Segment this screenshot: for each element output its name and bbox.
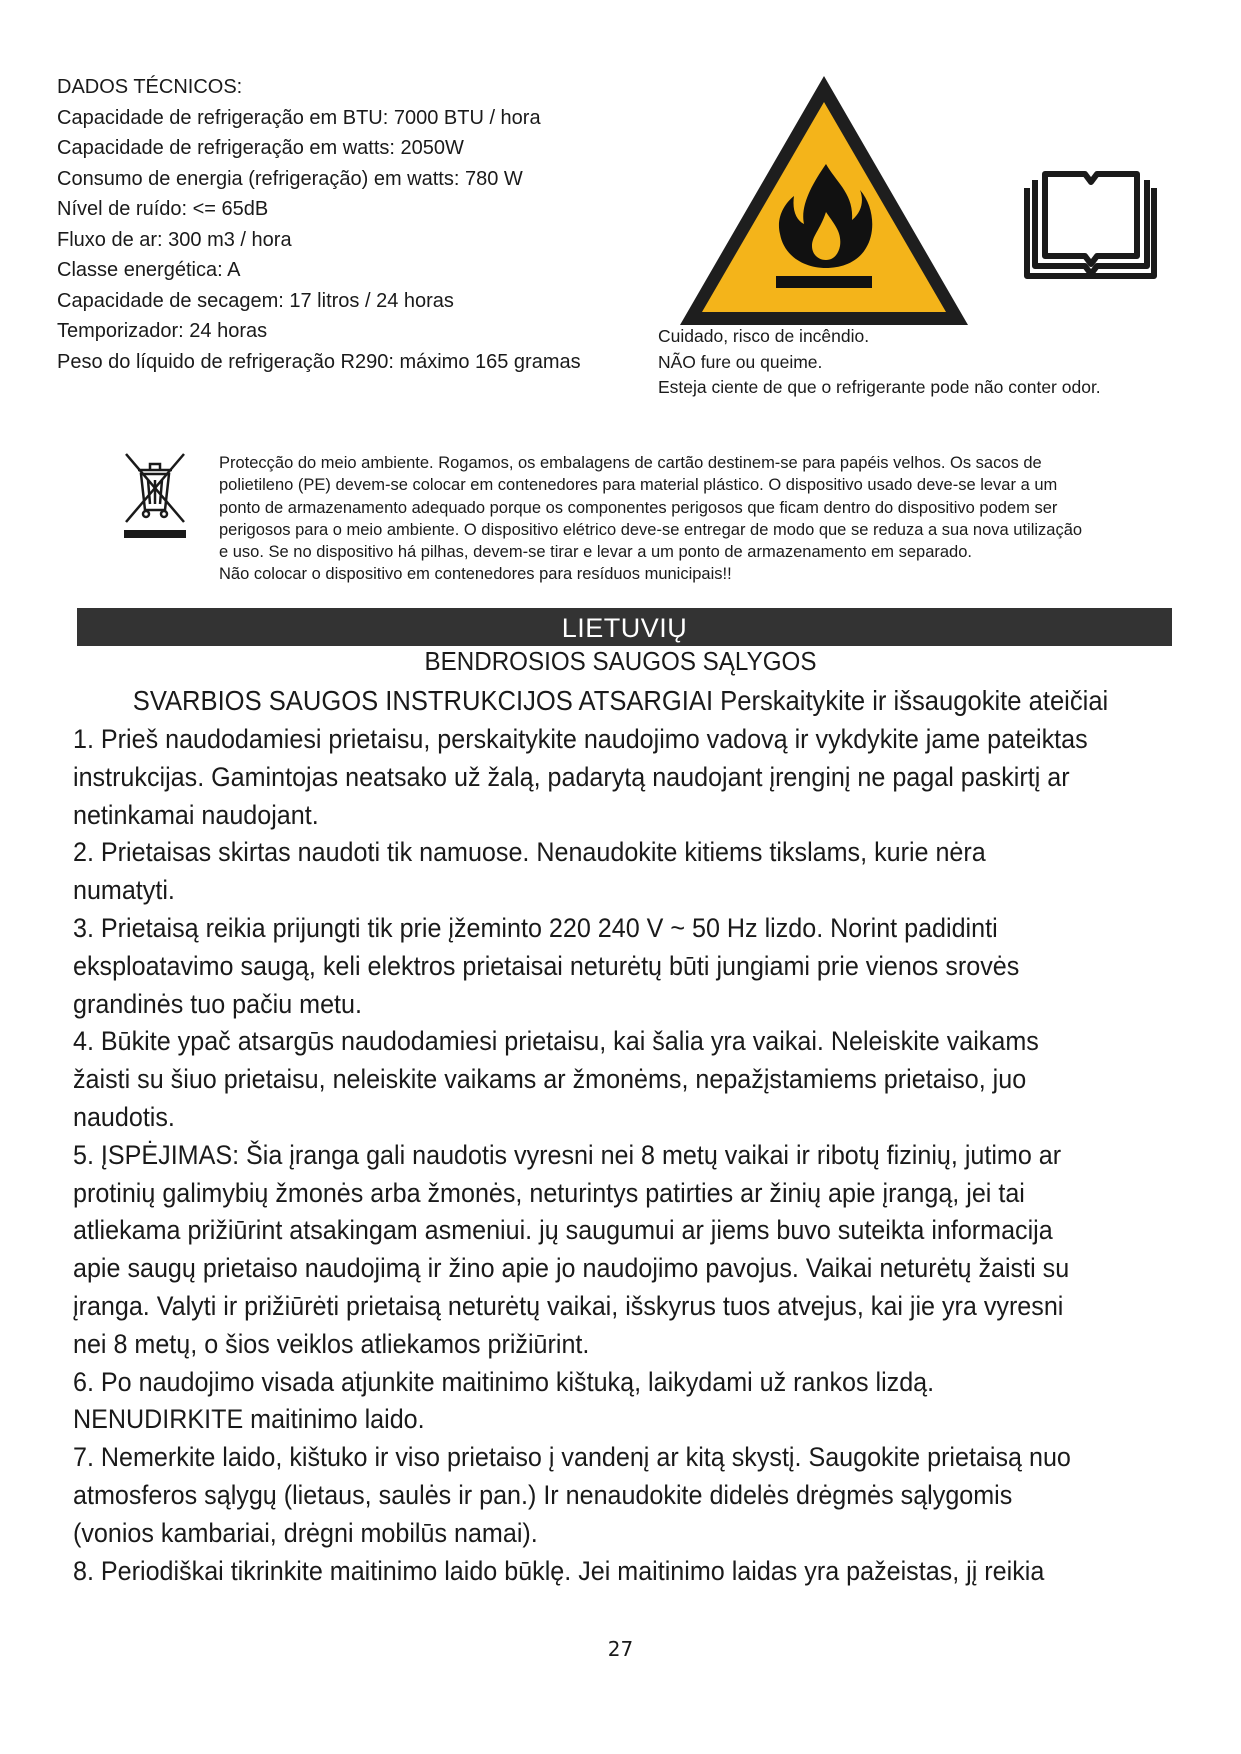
section-subtitle: SVARBIOS SAUGOS INSTRUKCIJOS ATSARGIAI Perskaitykite ir išsaugokite ateičiai xyxy=(132,685,1109,716)
list-item xyxy=(73,1137,1193,1364)
item-line: (vonios kambariai, drėgni mobilūs namai). xyxy=(73,1517,538,1548)
env-line: polietileno (PE) devem-se colocar em contenedores para material plástico. O dispositivo usado deve-se levar a um xyxy=(219,476,1058,495)
item-line: netinkamai naudojant. xyxy=(73,799,319,830)
list-item xyxy=(73,834,1193,910)
tech-line: Peso do líquido de refrigeração R290: máximo 165 gramas xyxy=(57,350,581,373)
caution-line: Cuidado, risco de incêndio. xyxy=(658,326,870,346)
item-line: 3. Prietaisą reikia prijungti tik prie įžeminto 220 240 V ~ 50 Hz lizdo. Norint padidinti xyxy=(73,912,998,943)
tech-line: Classe energética: A xyxy=(57,259,241,281)
item-line: NENUDIRKITE maitinimo laido. xyxy=(73,1404,425,1435)
item-line: 8. Periodiškai tikrinkite maitinimo laido būklę. Jei maitinimo laidas yra pažeistas, jį reikia xyxy=(73,1555,1045,1586)
env-line: Não colocar o dispositivo em contenedores para resíduos municipais!! xyxy=(219,565,732,584)
item-line: grandinės tuo pačiu metu. xyxy=(73,988,362,1019)
item-line: protinių galimybių žmonės arba žmonės, neturintys patirties ar žinių apie įrangą, jei tai xyxy=(73,1177,1025,1208)
flammable-warning-icon xyxy=(676,72,972,329)
section-title: BENDROSIOS SAUGOS SĄLYGOS xyxy=(424,646,817,676)
item-line: nei 8 metų, o šios veiklos atliekamos prižiūrint. xyxy=(73,1328,590,1359)
caution-text xyxy=(658,324,1218,401)
technical-data xyxy=(57,72,657,377)
item-line: numatyti. xyxy=(73,875,175,906)
item-line: atmosferos sąlygų (lietaus, saulės ir pan.) Ir nenaudokite didelės drėgmės sąlygomis xyxy=(73,1479,1013,1510)
crossed-out-bin-icon xyxy=(122,452,188,542)
tech-line: DADOS TÉCNICOS: xyxy=(57,76,243,98)
env-line: perigosos para o meio ambiente. O dispositivo elétrico deve-se entregar de modo que se reduza a sua nova utilização xyxy=(219,520,1083,539)
item-line: instrukcijas. Gamintojas neatsako už žalą, padarytą naudojant įrenginį ne pagal paskirtį ar xyxy=(73,761,1070,792)
language-section-header: LIETUVIŲ xyxy=(77,608,1172,646)
env-line: e uso. Se no dispositivo há pilhas, devem-se tirar e levar a um ponto de armazenamento em separado. xyxy=(219,543,972,562)
item-line: žaisti su šiuo prietaisu, neleiskite vaikams ar žmonėms, nepažįstamiems prietaiso, juo xyxy=(73,1064,1027,1095)
page-number: 27 xyxy=(607,1637,634,1661)
item-line: naudotis. xyxy=(73,1101,175,1132)
item-line: atliekama prižiūrint atsakingam asmeniui. jų saugumui ar jiems buvo suteikta informacija xyxy=(73,1215,1053,1246)
item-line: apie saugų prietaiso naudojimą ir žino apie jo naudojimo pavojus. Vaikai neturėtų žaisti su xyxy=(73,1253,1070,1284)
item-line: eksploatavimo saugą, keli elektros prietaisai neturėtų būti jungiami prie vienos srovės xyxy=(73,950,1020,981)
tech-line: Temporizador: 24 horas xyxy=(57,320,268,342)
item-line: 1. Prieš naudodamiesi prietaisu, perskaitykite naudojimo vadovą ir vykdykite jame pateiktas xyxy=(73,724,1088,754)
list-item xyxy=(73,910,1193,1023)
tech-line: Capacidade de secagem: 17 litros / 24 horas xyxy=(57,289,454,312)
item-line: įranga. Valyti ir prižiūrėti prietaisą neturėtų vaikai, išskyrus tuos atvejus, kai jie yra vyresni xyxy=(73,1290,1064,1321)
tech-line: Capacidade de refrigeração em watts: 2050W xyxy=(57,137,464,159)
tech-line: Consumo de energia (refrigeração) em watts: 780 W xyxy=(57,167,523,190)
environment-notice xyxy=(219,452,1219,586)
list-item xyxy=(73,1023,1193,1136)
item-line: 2. Prietaisas skirtas naudoti tik namuose. Nenaudokite kitiems tikslams, kurie nėra xyxy=(73,837,986,868)
list-item xyxy=(73,1553,1193,1591)
item-line: 5. ĮSPĖJIMAS: Šia įranga gali naudotis vyresni nei 8 metų vaikai ir ribotų fizinių, jutimo ar xyxy=(73,1139,1062,1170)
list-item xyxy=(73,721,1193,834)
safety-instructions xyxy=(73,721,1193,1590)
list-item xyxy=(73,1364,1193,1440)
tech-line: Nível de ruído: <= 65dB xyxy=(57,198,269,220)
item-line: 4. Būkite ypač atsargūs naudodamiesi prietaisu, kai šalia yra vaikai. Neleiskite vaikams xyxy=(73,1026,1039,1057)
item-line: 7. Nemerkite laido, kištuko ir viso prietaiso į vandenį ar kitą skystį. Saugokite prietaisą nuo xyxy=(73,1442,1071,1473)
item-line: 6. Po naudojimo visada atjunkite maitinimo kištuką, laikydami už rankos lizdą. xyxy=(73,1366,935,1397)
tech-line: Capacidade de refrigeração em BTU: 7000 BTU / hora xyxy=(57,106,541,129)
caution-line: NÃO fure ou queime. xyxy=(658,351,823,372)
env-line: ponto de armazenamento adequado porque os componentes perigosos que ficam dentro do dispositivo podem ser xyxy=(219,498,1058,517)
list-item xyxy=(73,1439,1193,1552)
tech-line: Fluxo de ar: 300 m3 / hora xyxy=(57,228,292,251)
caution-line: Esteja ciente de que o refrigerante pode não conter odor. xyxy=(658,377,1101,397)
env-line: Protecção do meio ambiente. Rogamos, os embalagens de cartão destinem-se para papéis velhos. Os sacos de xyxy=(219,454,1042,472)
read-manual-icon xyxy=(1023,170,1158,283)
